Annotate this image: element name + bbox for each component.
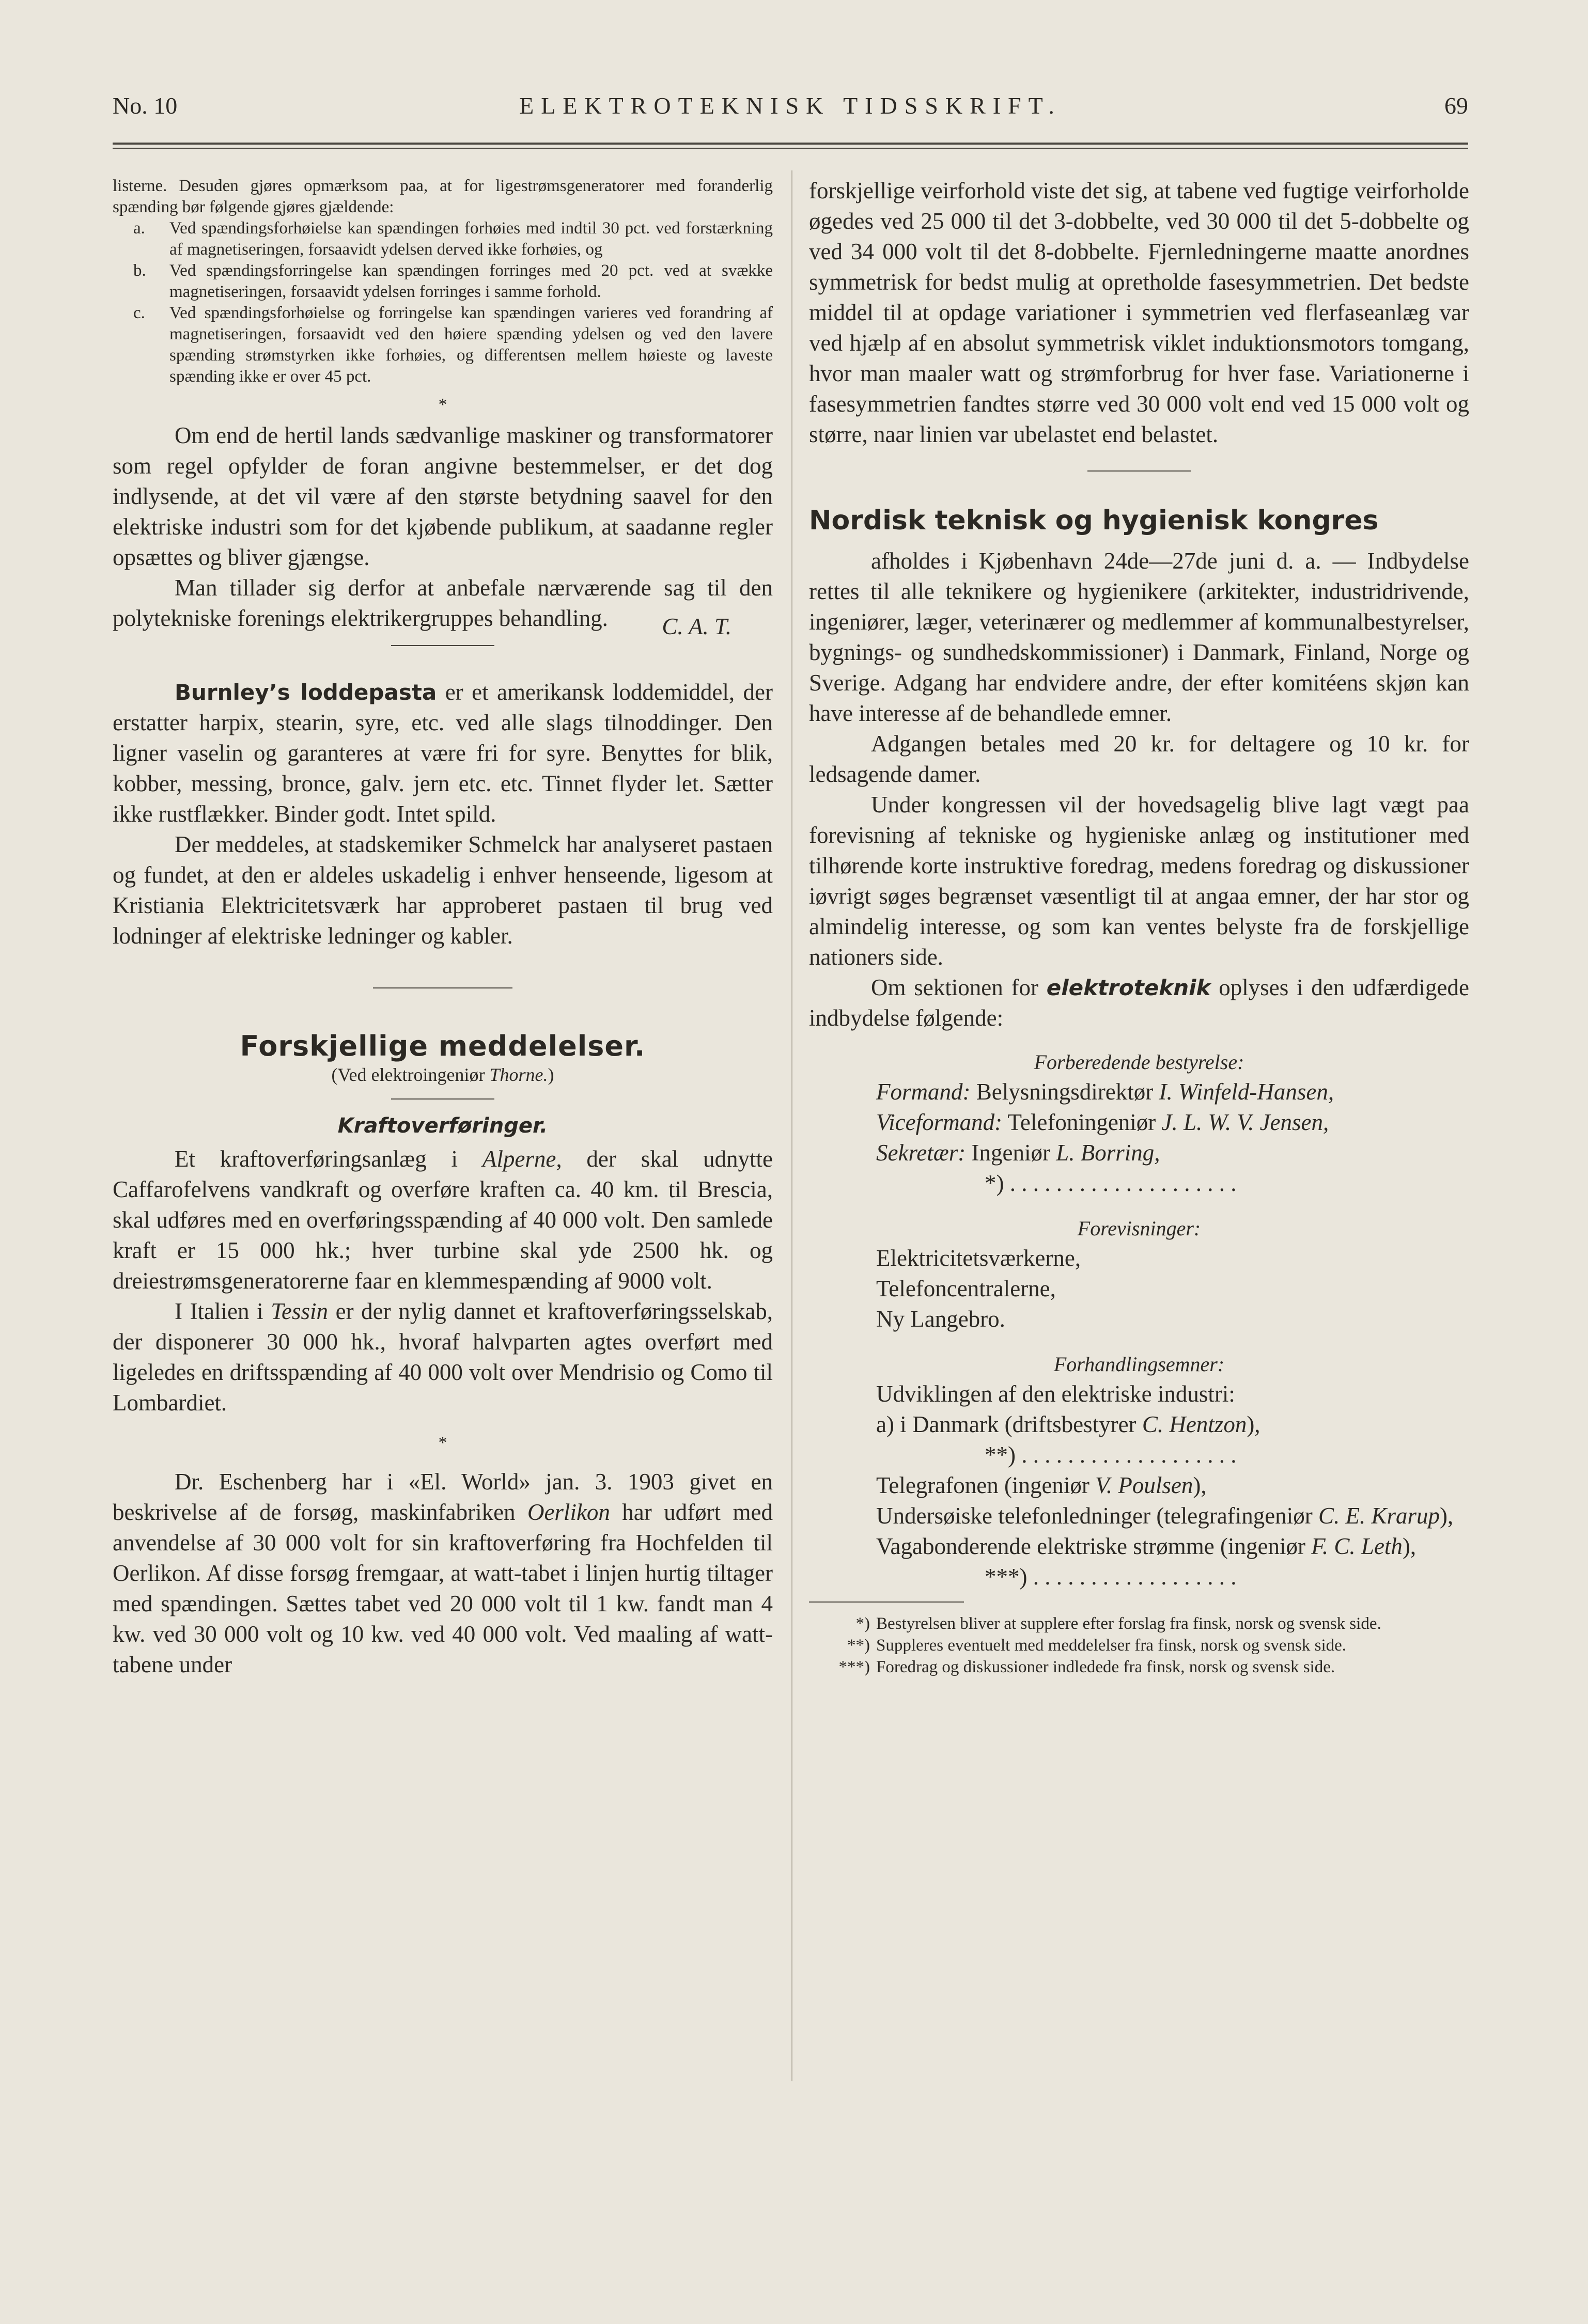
text: er der nylig dannet et kraftoverføringsselskab, der disponerer 30 000 hk., hvoraf halvparten agtes overført med ligeledes en driftsspænding af 40 000 volt over Mendrisio og Como til Lombardiet. [113, 1298, 773, 1416]
text: der skal udnytte Caffarofelvens vandkraft og overføre kraften ca. 40 km. til Brescia, skal udføres med en overføringsspænding af 40 000 volt. Den samlede kraft er 15 000 hk.; hver turbine skal yde 2500 hk. og dreiestrømsgeneratorerne faar en klemmespænding af 9000 volt. [113, 1146, 773, 1294]
footnote [809, 1613, 1469, 1635]
issue-number: No. 10 [113, 92, 178, 119]
list-item [113, 218, 773, 260]
board-member [809, 1107, 1469, 1138]
list-item [113, 260, 773, 303]
text: Om sektionen for [871, 975, 1047, 1000]
right-column [809, 176, 1469, 1678]
list-item [809, 1501, 1469, 1531]
list-item [113, 303, 773, 387]
paragraph: Om end de hertil lands sædvanlige maskiner og transformatorer som regel opfylder de foran angivne bestemmelser, er det dog indlysende, at det vil være af den største betydning saavel for den elektriske industri som for det kjøbende publikum, at saadanne regler opsættes og bliver gjængse. [113, 422, 773, 570]
board-title: Belysningsdirektør [970, 1079, 1159, 1105]
journal-title: ELEKTROTEKNISK TIDSSKRIFT. [519, 92, 1062, 119]
footnote-text: Foredrag og diskussioner indledede fra finsk, norsk og svensk side. [876, 1658, 1335, 1676]
paragraph: Der meddeles, at stadskemiker Schmelck har analyseret pastaen og fundet, at den er aldeles uskadelig i enhver henseende, ligesom at Kristiania Elektricitetsværk har approberet pastaen til brug ved lodninger af elektriske ledninger og kabler. [113, 831, 773, 949]
left-column [113, 176, 773, 1680]
dotted-placeholder: ***) . . . . . . . . . . . . . . . . . . [985, 1564, 1237, 1590]
text: ), [1193, 1472, 1207, 1498]
text: Undersøiske telefonledninger (telegrafingeniør [876, 1503, 1318, 1529]
text: ), [1247, 1411, 1260, 1437]
company-name: Oerlikon [527, 1499, 610, 1525]
byline [113, 1062, 773, 1087]
asterisk-separator: * [438, 395, 447, 414]
emphasis: elektroteknik [1046, 975, 1211, 1000]
list-item-text: Ved spændingsforhøielse kan spændingen forhøies med indtil 30 pct. ved forstærkning af magnetiseringen, forsaavidt ydelsen derved ikke forhøies, og [169, 219, 773, 259]
board-member [809, 1077, 1469, 1107]
list-item: Telefoncentralerne, [876, 1276, 1056, 1301]
text: Vagabonderende elektriske strømme (ingeniør [876, 1533, 1312, 1559]
byline-close: ) [548, 1064, 554, 1085]
board-title: Ingeniør [966, 1140, 1056, 1166]
column-divider [791, 170, 792, 2081]
text: Telegrafonen (ingeniør [876, 1472, 1096, 1498]
burnley-text: er et amerikansk loddemiddel, der erstatter harpix, stearin, syre, etc. ved alle slags tilnoddinger. Den ligner vaselin og garanteres at være fri for syre. Benyttes for blik, kobber, messing, bronce, galv. jern etc. etc. Tinnet flyder let. Sætter ikke rustflække​r. Binder godt. Intet spild. [113, 679, 773, 827]
place-name: Alperne, [482, 1146, 562, 1172]
person-name: C. Hentzon [1142, 1411, 1247, 1437]
byline-author: Thorne. [489, 1064, 548, 1085]
text: ), [1402, 1533, 1416, 1559]
text: Et kraftoverføringsanlæg i [175, 1146, 482, 1172]
forhandlingsemner-heading: Forhandlingsemner: [1053, 1353, 1225, 1376]
place-name: Tessin [271, 1298, 329, 1324]
list-item [809, 1531, 1469, 1562]
subsection-divider [391, 1098, 494, 1100]
person-name: C. E. Krarup [1318, 1503, 1440, 1529]
header-rule [113, 143, 1468, 145]
section-divider [391, 645, 494, 646]
subsection-title: Kraftoverføringer. [337, 1114, 548, 1138]
dotted-placeholder: *) . . . . . . . . . . . . . . . . . . . . [985, 1170, 1237, 1196]
text: ), [1439, 1503, 1454, 1529]
burnley-title: Burnley’s loddepasta [175, 680, 437, 705]
list-item-label: c. [133, 304, 145, 322]
paragraph: Adgangen betales med 20 kr. for deltagere og 10 kr. for ledsagende damer. [809, 731, 1469, 787]
text: Dr. Eschenberg har i «El. World» jan. 3. 1903 givet en beskrivelse af de forsøg, maskinfabriken [113, 1469, 773, 1525]
board-name: L. Borring, [1056, 1140, 1160, 1166]
paragraph: forskjellige veirforhold viste det sig, at tabene ved fugtige veirforholde øgedes ved 25 000 til det 3-dobbelte, ved 30 000 til det 5-dobbelte og ved 34 000 volt til det 8-dobbelte. Fjernledningerne maatte anordnes symmetrisk for bedst mulig at opretholde fasesymmetrien. Det bedste middel til at opdage variationer i symmetrien ved flerfaseanlæg var ved hjælp af en absolut symmetrisk viklet induktionsmotors tomgang, hvor man maaler watt og strømforbrug for hver fase. Variationerne i fasesymmetrien fandtes større ved 30 000 volt end ved 15 000 volt og større, naar linien var ubelastet end belastet. [809, 178, 1469, 447]
person-name: V. Poulsen [1095, 1472, 1193, 1498]
footnote-mark: ***) [838, 1658, 870, 1676]
text: I Italien i [175, 1298, 271, 1324]
section-divider [1087, 470, 1191, 472]
list-item-label: b. [133, 261, 146, 280]
paragraph [113, 1467, 773, 1680]
list-item-text: Ved spændingsforhøielse og forringelse kan spændingen varieres ved forandring af magnetiseringen, forsaavidt ved den høiere spænding ydelsen og ved den lavere spænding strømstyrken ikke forhøies, og differentsen mellem høieste og laveste spænding ikke er over 45 pct. [169, 304, 773, 386]
board-member [809, 1138, 1469, 1168]
burnley-paragraph [113, 677, 773, 829]
list-item [809, 1470, 1469, 1501]
section-divider [373, 987, 512, 988]
list-item: Udviklingen af den elektriske industri: [876, 1381, 1235, 1407]
running-header [113, 92, 1468, 133]
footnote [809, 1656, 1469, 1678]
paragraph: afholdes i Kjøbenhavn 24de—27de juni d. a. — Indbydelse rettes til alle teknikere og hygienikere (arkitekter, industridrivende, ingeniører, læger, veterinærer og medlemmer af kommunalbestyrelser, bygnings- og sundhedskommissioner) i Danmark, Finland, Norge og Sverige. Adgang har endvidere andre, der efter komitéens skjøn kan have interesse af de behandlede emner. [809, 548, 1469, 726]
paragraph [809, 972, 1469, 1033]
regulation-intro: listerne. Desuden gjøres opmærksom paa, at for ligestrømsgeneratorer med foranderlig spænding bør følgende gjøres gjældende: [113, 177, 773, 216]
board-role: Formand: [876, 1079, 971, 1105]
signature: C. A. T. [662, 614, 731, 639]
board-heading: Forberedende bestyrelse: [1034, 1050, 1244, 1074]
board-name: J. L. W. V. Jensen, [1161, 1109, 1329, 1135]
footnote-mark: *) [855, 1614, 870, 1633]
board-name: I. Winfeld-Hansen, [1159, 1079, 1334, 1105]
kongres-title: Nordisk teknisk og hygienisk kongres [809, 505, 1379, 536]
asterisk-separator: * [438, 1433, 447, 1452]
paragraph [113, 1144, 773, 1296]
header-rule-thin [113, 148, 1468, 149]
board-role: Sekretær: [876, 1140, 966, 1166]
page-number: 69 [1444, 92, 1468, 119]
paragraph: Man tillader sig derfor at anbefale nærværende sag til den polytekniske forenings elektrikergruppes behandling. [113, 575, 773, 631]
forevisninger-heading: Forevisninger: [1077, 1217, 1201, 1240]
footnote [809, 1635, 1469, 1656]
dotted-placeholder: **) . . . . . . . . . . . . . . . . . . . [985, 1442, 1237, 1468]
text: har udført med anvendelse af 30 000 volt for sin kraftoverføring fra Hochfelden til Oerlikon. Af disse forsøg fremgaar, at watt-tabet i linjen hurtig tiltager med spændingen. Sættes tabet ved 20 000 volt til 1 kw. fandt man 4 kw. ved 30 000 volt og 10 kw. ved 40 000 volt. Ved maaling af watt-tabene under [113, 1499, 773, 1677]
board-role: Viceformand: [876, 1109, 1003, 1135]
list-item [809, 1409, 1469, 1440]
list-item: Ny Langebro. [876, 1306, 1005, 1332]
board-title: Telefoningeniør [1002, 1109, 1162, 1135]
section-title: Forskjellige meddelelser. [240, 1030, 646, 1062]
text: oplyses i den udfærdigede indbydelse følgende: [809, 975, 1469, 1031]
footnote-rule [809, 1601, 964, 1603]
paragraph [113, 1296, 773, 1418]
list-item: Elektricitetsværkerne, [876, 1245, 1081, 1271]
footnote-text: Bestyrelsen bliver at supplere efter forslag fra finsk, norsk og svensk side. [876, 1614, 1381, 1633]
list-item-label: a. [133, 219, 145, 238]
person-name: F. C. Leth [1311, 1533, 1403, 1559]
text: a) i Danmark (driftsbestyrer [876, 1411, 1142, 1437]
list-item-text: Ved spændingsforringelse kan spændingen forringes med 20 pct. ved at svække magnetiseringen, forsaavidt ydelsen forringes i samme forhold. [169, 261, 773, 301]
footnote-text: Suppleres eventuelt med meddelelser fra finsk, norsk og svensk side. [876, 1636, 1347, 1655]
byline-text: (Ved elektroingeniør [331, 1064, 490, 1085]
footnote-mark: **) [847, 1636, 870, 1655]
paragraph: Under kongressen vil der hovedsagelig blive lagt vægt paa forevisning af tekniske og hygieniske anlæg og institutioner med tilhørende korte instruktive foredrag, medens foredrag og diskussioner iøvrigt søges begrænset væsentligt til at angaa emner, der har stor og almindelig interesse, og som kan ventes belyste fra de forskjellige nationers side. [809, 792, 1469, 970]
